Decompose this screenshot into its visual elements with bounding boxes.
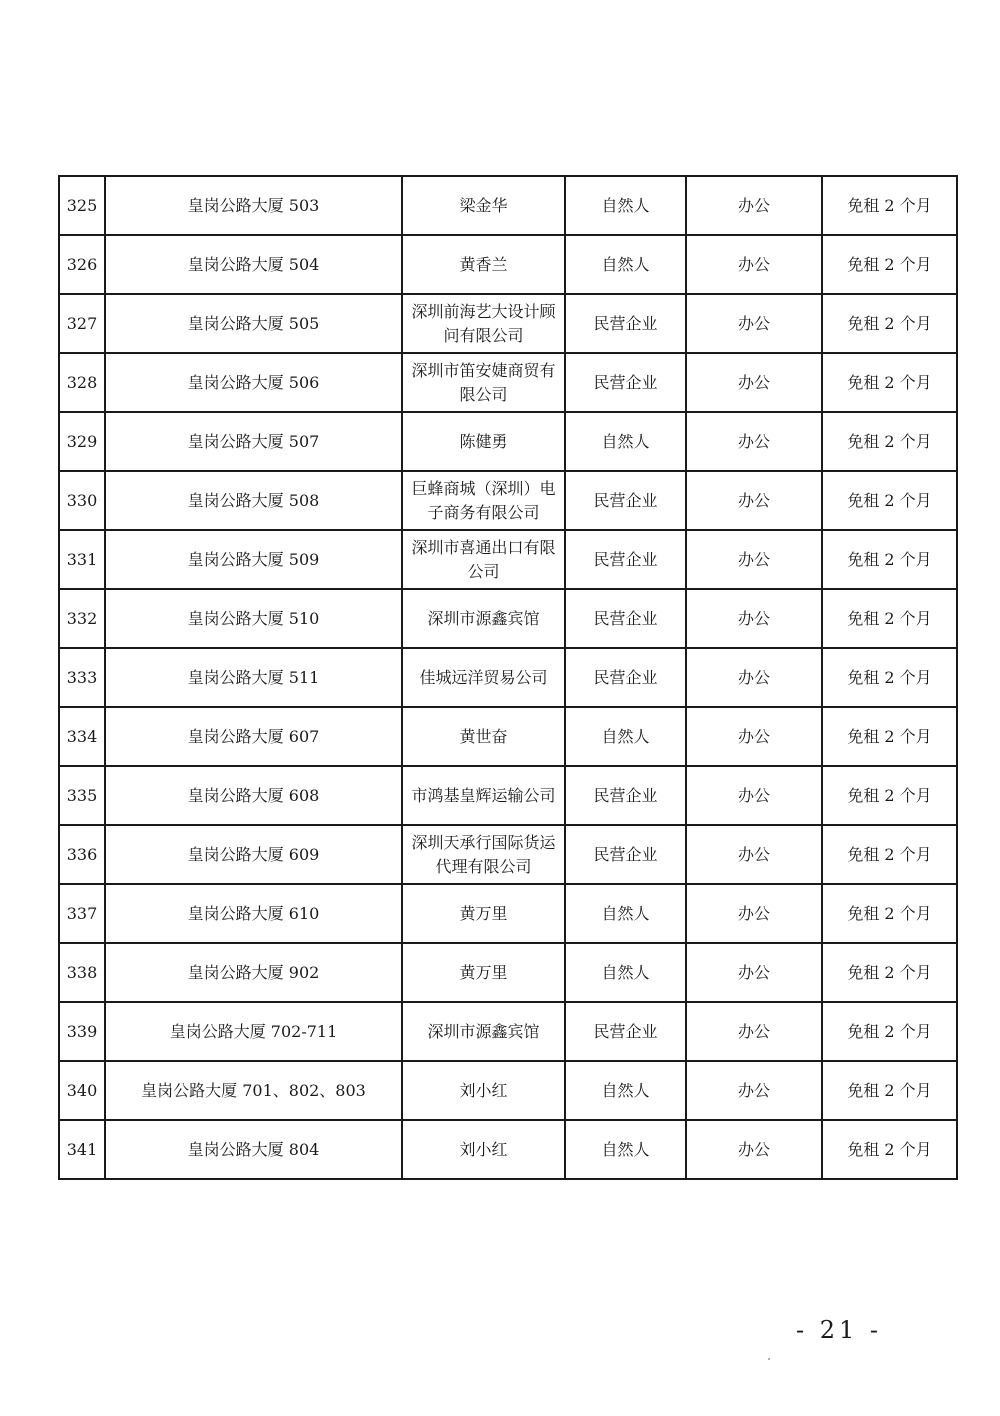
property-usage: 办公 [686,530,822,589]
tenant-name: 黄万里 [402,884,565,943]
relief-policy: 免租 2 个月 [822,1120,957,1179]
property-usage: 办公 [686,176,822,235]
relief-policy: 免租 2 个月 [822,412,957,471]
table-row [59,884,957,943]
row-number: 325 [59,176,105,235]
row-number: 330 [59,471,105,530]
relief-policy: 免租 2 个月 [822,884,957,943]
property-address: 皇岗公路大厦 511 [105,648,402,707]
property-address: 皇岗公路大厦 504 [105,235,402,294]
table-row [59,353,957,412]
row-number: 331 [59,530,105,589]
property-address: 皇岗公路大厦 702-711 [105,1002,402,1061]
tenant-type: 自然人 [565,884,686,943]
table-row [59,707,957,766]
tenant-name: 陈健勇 [402,412,565,471]
property-usage: 办公 [686,1002,822,1061]
property-usage: 办公 [686,884,822,943]
relief-policy: 免租 2 个月 [822,707,957,766]
property-address: 皇岗公路大厦 902 [105,943,402,1002]
tenant-name: 黄世奋 [402,707,565,766]
row-number: 335 [59,766,105,825]
relief-policy: 免租 2 个月 [822,766,957,825]
tenant-name: 深圳市源鑫宾馆 [402,589,565,648]
relief-policy: 免租 2 个月 [822,825,957,884]
tenant-type: 自然人 [565,1120,686,1179]
tenant-type: 自然人 [565,707,686,766]
tenant-type: 民营企业 [565,648,686,707]
property-usage: 办公 [686,412,822,471]
property-usage: 办公 [686,766,822,825]
tenant-type: 民营企业 [565,1002,686,1061]
table-row [59,1061,957,1120]
property-address: 皇岗公路大厦 506 [105,353,402,412]
row-number: 333 [59,648,105,707]
table-row [59,648,957,707]
relief-policy: 免租 2 个月 [822,471,957,530]
table-row [59,176,957,235]
relief-policy: 免租 2 个月 [822,294,957,353]
property-usage: 办公 [686,943,822,1002]
tenant-name: 巨蜂商城（深圳）电子商务有限公司 [402,471,565,530]
property-address: 皇岗公路大厦 701、802、803 [105,1061,402,1120]
property-address: 皇岗公路大厦 608 [105,766,402,825]
tenant-type: 民营企业 [565,530,686,589]
table-row [59,943,957,1002]
property-usage: 办公 [686,707,822,766]
row-number: 338 [59,943,105,1002]
row-number: 336 [59,825,105,884]
tenant-name: 深圳前海艺大设计顾问有限公司 [402,294,565,353]
property-usage: 办公 [686,294,822,353]
relief-policy: 免租 2 个月 [822,589,957,648]
row-number: 339 [59,1002,105,1061]
tenant-name: 刘小红 [402,1120,565,1179]
property-address: 皇岗公路大厦 610 [105,884,402,943]
row-number: 337 [59,884,105,943]
property-usage: 办公 [686,1061,822,1120]
tenant-name: 黄万里 [402,943,565,1002]
tenant-name: 深圳市笛安婕商贸有限公司 [402,353,565,412]
table-row [59,412,957,471]
table-row [59,1120,957,1179]
tenant-type: 民营企业 [565,766,686,825]
table-row [59,471,957,530]
table-row [59,589,957,648]
property-address: 皇岗公路大厦 609 [105,825,402,884]
property-usage: 办公 [686,589,822,648]
tenant-name: 深圳市源鑫宾馆 [402,1002,565,1061]
property-usage: 办公 [686,648,822,707]
relief-policy: 免租 2 个月 [822,943,957,1002]
relief-policy: 免租 2 个月 [822,176,957,235]
row-number: 329 [59,412,105,471]
property-address: 皇岗公路大厦 503 [105,176,402,235]
property-address: 皇岗公路大厦 509 [105,530,402,589]
row-number: 334 [59,707,105,766]
property-address: 皇岗公路大厦 508 [105,471,402,530]
relief-policy: 免租 2 个月 [822,1002,957,1061]
tenant-type: 自然人 [565,176,686,235]
row-number: 326 [59,235,105,294]
table-row [59,235,957,294]
property-usage: 办公 [686,235,822,294]
property-usage: 办公 [686,825,822,884]
property-usage: 办公 [686,1120,822,1179]
tenant-type: 民营企业 [565,353,686,412]
tenant-name: 黄香兰 [402,235,565,294]
tenant-name: 梁金华 [402,176,565,235]
table-row [59,1002,957,1061]
tenant-name: 市鸿基皇辉运输公司 [402,766,565,825]
table-row [59,530,957,589]
row-number: 328 [59,353,105,412]
relief-policy: 免租 2 个月 [822,648,957,707]
relief-policy: 免租 2 个月 [822,530,957,589]
property-address: 皇岗公路大厦 804 [105,1120,402,1179]
row-number: 332 [59,589,105,648]
property-address: 皇岗公路大厦 507 [105,412,402,471]
tenant-type: 自然人 [565,1061,686,1120]
tenant-type: 自然人 [565,235,686,294]
row-number: 327 [59,294,105,353]
tenant-type: 民营企业 [565,825,686,884]
tenant-name: 刘小红 [402,1061,565,1120]
scan-speck [768,1358,770,1360]
tenant-type: 自然人 [565,412,686,471]
row-number: 341 [59,1120,105,1179]
tenant-name: 佳城远洋贸易公司 [402,648,565,707]
table-row [59,294,957,353]
relief-policy: 免租 2 个月 [822,1061,957,1120]
tenant-type: 自然人 [565,943,686,1002]
property-address: 皇岗公路大厦 505 [105,294,402,353]
page-number: - 21 - [796,1316,883,1344]
tenant-type: 民营企业 [565,294,686,353]
tenant-type: 民营企业 [565,589,686,648]
rent-relief-table [58,175,958,1180]
tenant-name: 深圳天承行国际货运代理有限公司 [402,825,565,884]
property-address: 皇岗公路大厦 607 [105,707,402,766]
relief-policy: 免租 2 个月 [822,235,957,294]
relief-policy: 免租 2 个月 [822,353,957,412]
row-number: 340 [59,1061,105,1120]
table-body [59,176,957,1179]
table-row [59,825,957,884]
property-address: 皇岗公路大厦 510 [105,589,402,648]
tenant-type: 民营企业 [565,471,686,530]
table-row [59,766,957,825]
tenant-name: 深圳市喜通出口有限公司 [402,530,565,589]
property-usage: 办公 [686,471,822,530]
property-usage: 办公 [686,353,822,412]
